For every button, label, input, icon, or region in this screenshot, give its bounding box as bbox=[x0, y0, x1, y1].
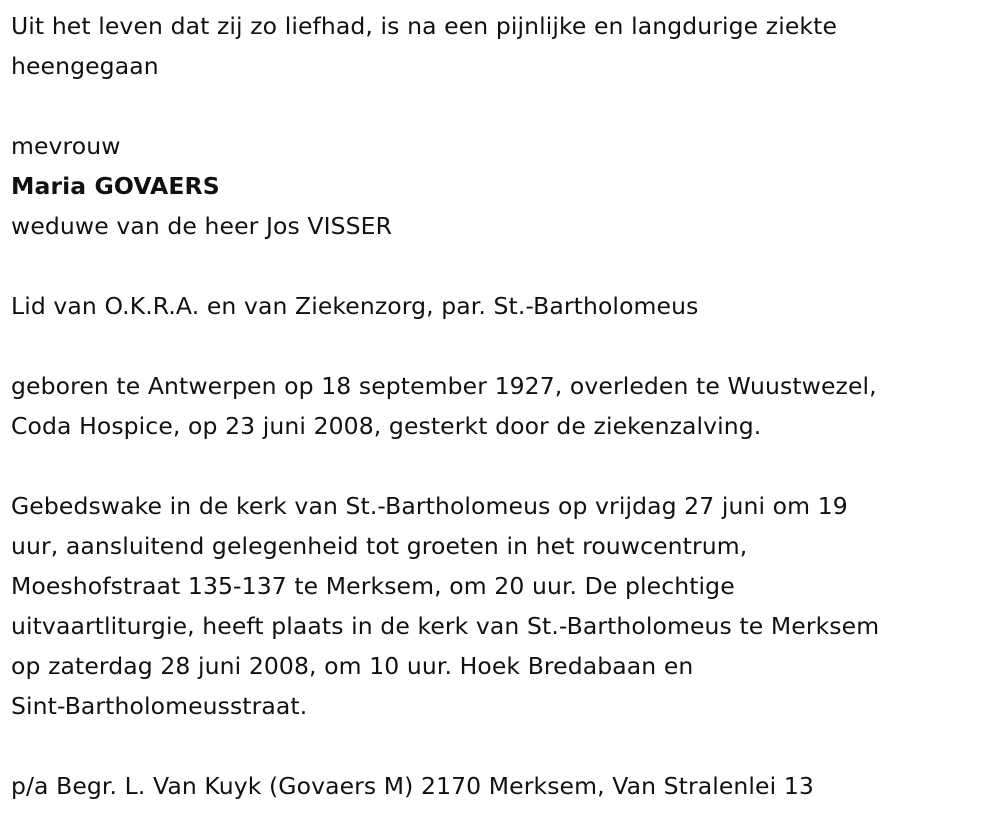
intro-line: heengegaan bbox=[11, 52, 159, 80]
birth-death-paragraph bbox=[11, 366, 1000, 446]
ceremony-line: Moeshofstraat 135-137 te Merksem, om 20 uur. De plechtige bbox=[11, 572, 735, 600]
deceased-name: Maria GOVAERS bbox=[11, 172, 220, 200]
paragraph-spacer bbox=[11, 86, 1000, 126]
ceremony-line: uitvaartliturgie, heeft plaats in de kerk van St.-Bartholomeus te Merksem bbox=[11, 612, 880, 640]
ceremony-line: op zaterdag 28 juni 2008, om 10 uur. Hoek Bredabaan en bbox=[11, 652, 694, 680]
ceremony-line: uur, aansluitend gelegenheid tot groeten in het rouwcentrum, bbox=[11, 532, 748, 560]
title-prefix: mevrouw bbox=[11, 132, 121, 160]
spouse-line: weduwe van de heer Jos VISSER bbox=[11, 212, 393, 240]
membership-line: Lid van O.K.R.A. en van Ziekenzorg, par. St.-Bartholomeus bbox=[11, 292, 699, 320]
paragraph-spacer bbox=[11, 446, 1000, 486]
paragraph-spacer bbox=[11, 726, 1000, 766]
birth-death-line: Coda Hospice, op 23 juni 2008, gesterkt door de ziekenzalving. bbox=[11, 412, 762, 440]
birth-death-line: geboren te Antwerpen op 18 september 1927, overleden te Wuustwezel, bbox=[11, 372, 877, 400]
paragraph-spacer bbox=[11, 246, 1000, 286]
ceremony-line: Gebedswake in de kerk van St.-Bartholomeus op vrijdag 27 juni om 19 bbox=[11, 492, 848, 520]
ceremony-paragraph bbox=[11, 486, 1000, 726]
ceremony-line: Sint-Bartholomeusstraat. bbox=[11, 692, 308, 720]
address-line: p/a Begr. L. Van Kuyk (Govaers M) 2170 Merksem, Van Stralenlei 13 bbox=[11, 772, 814, 800]
intro-line: Uit het leven dat zij zo liefhad, is na een pijnlijke en langdurige ziekte bbox=[11, 12, 838, 40]
paragraph-spacer bbox=[11, 326, 1000, 366]
intro-paragraph bbox=[11, 6, 1000, 86]
